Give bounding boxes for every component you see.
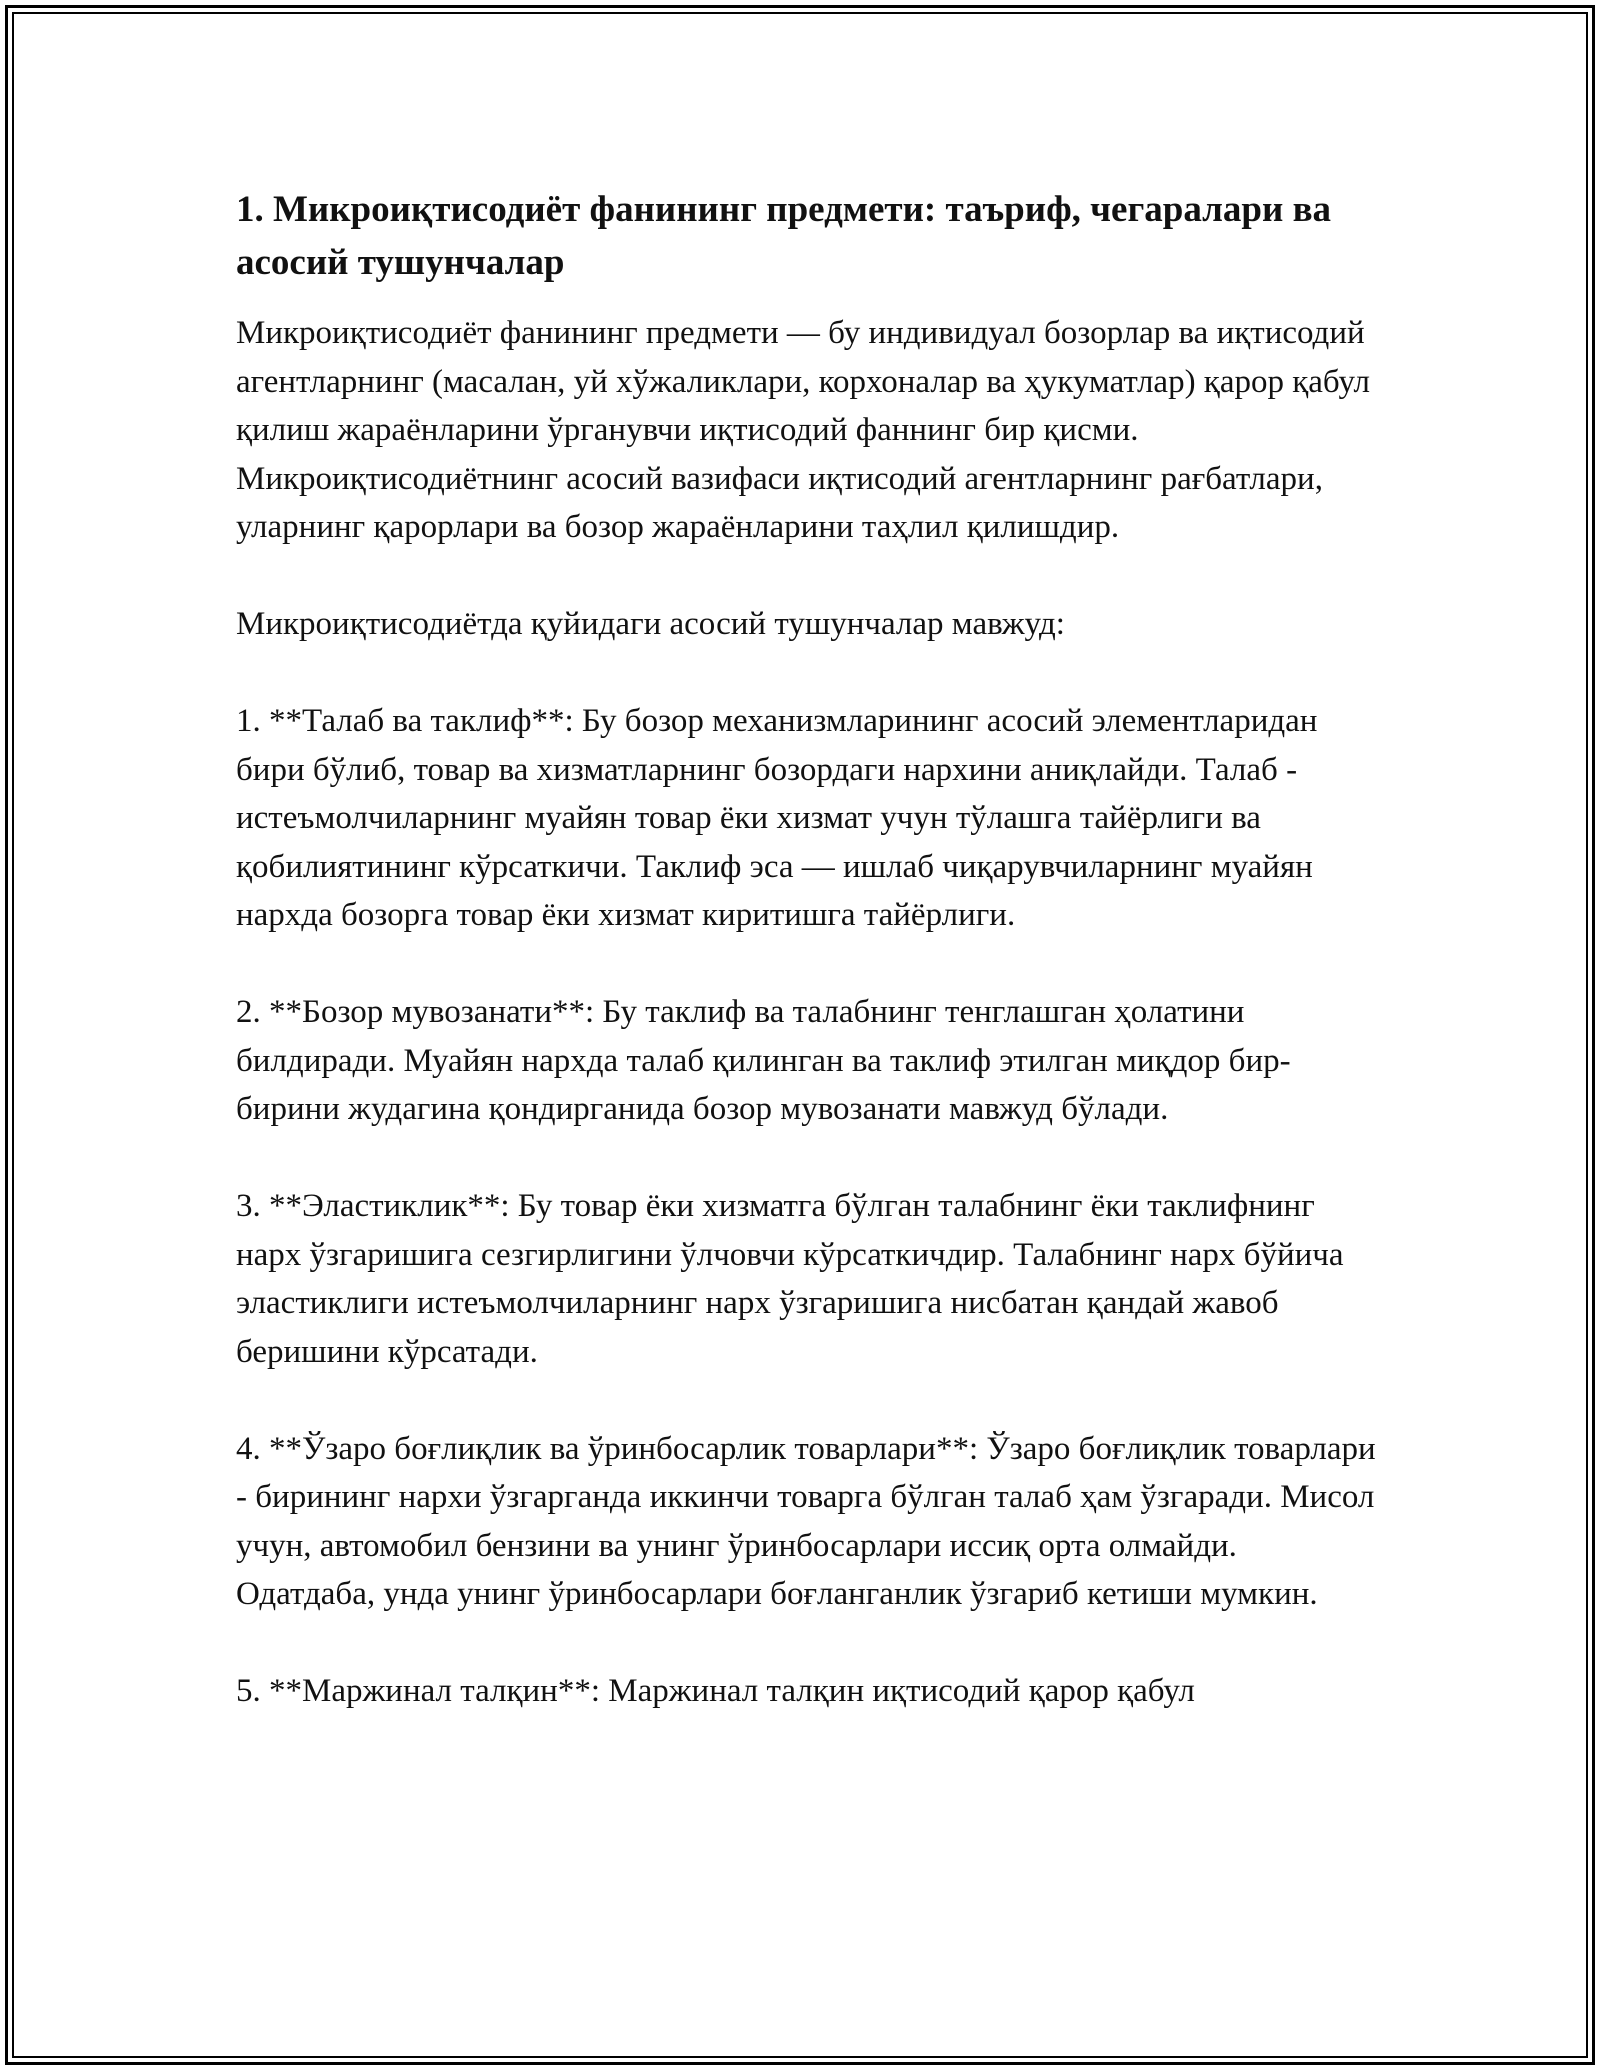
paragraph-intro: Микроиқтисодиёт фанининг предмети — бу индивидуал бозорлар ва иқтисодий агентларнинг (масалан, уй хўжаликлари, корхоналар ва ҳукуматлар) қарор қабул қилиш жараёнларини ўрганувчи иқтисодий фаннинг бир қисми. Микроиқтисодиётнинг асосий вазифаси иқтисодий агентларнинг рағбатлари, уларнинг қарорлари ва бозор жараёнларини таҳлил қилишдир. xyxy=(236,315,1370,545)
list-item-elasticity: 3. **Эластиклик**: Бу товар ёки хизматга бўлган талабнинг ёки таклифнинг нарх ўзгаришига сезгирлигини ўлчовчи кўрсаткичдир. Талабнинг нарх бўйича эластиклиги истеъмолчиларнинг нарх ўзгаришига нисбатан қандай жавоб беришини кўрсатади. xyxy=(236,1188,1344,1370)
list-item-complements-substitutes: 4. **Ўзаро боғлиқлик ва ўринбосарлик товарлари**: Ўзаро боғлиқлик товарлари - бирининг нархи ўзгарганда иккинчи товарга бўлган талаб ҳам ўзгаради. Мисол учун, автомобил бензини ва унинг ўринбосарлари иссиқ орта олмайди. Одатдаба, унда унинг ўринбосарлари боғланганлик ўзгариб кетиши мумкин. xyxy=(236,1430,1376,1612)
list-item-supply-demand: 1. **Талаб ва таклиф**: Бу бозор механизмларининг асосий элементларидан бири бўлиб, товар ва хизматларнинг бозордаги нархини аниқлайди. Талаб - истеъмолчиларнинг муайян товар ёки хизмат учун тўлашга тайёрлиги ва қобилиятининг кўрсаткичи. Таклиф эса — ишлаб чиқарувчиларнинг муайян нархда бозорга товар ёки хизмат киритишга тайёрлиги. xyxy=(236,703,1318,933)
document-title: 1. Микроиқтисодиёт фанининг предмети: таъриф, чегаралари ва асосий тушунчалар xyxy=(236,189,1332,283)
paragraph-concepts-lead: Микроиқтисодиётда қуйидаги асосий тушунчалар мавжуд: xyxy=(236,606,1065,642)
list-item-market-equilibrium: 2. **Бозор мувозанати**: Бу таклиф ва талабнинг тенглашган ҳолатини билдиради. Муайян нархда талаб қилинган ва таклиф этилган миқдор бир-бирини жудагина қондирганида бозор мувозанати мавжуд бўлади. xyxy=(236,994,1291,1127)
list-item-marginal-analysis: 5. **Маржинал талқин**: Маржинал талқин иқтисодий қарор қабул xyxy=(236,1673,1195,1709)
document-body xyxy=(236,183,1384,1764)
